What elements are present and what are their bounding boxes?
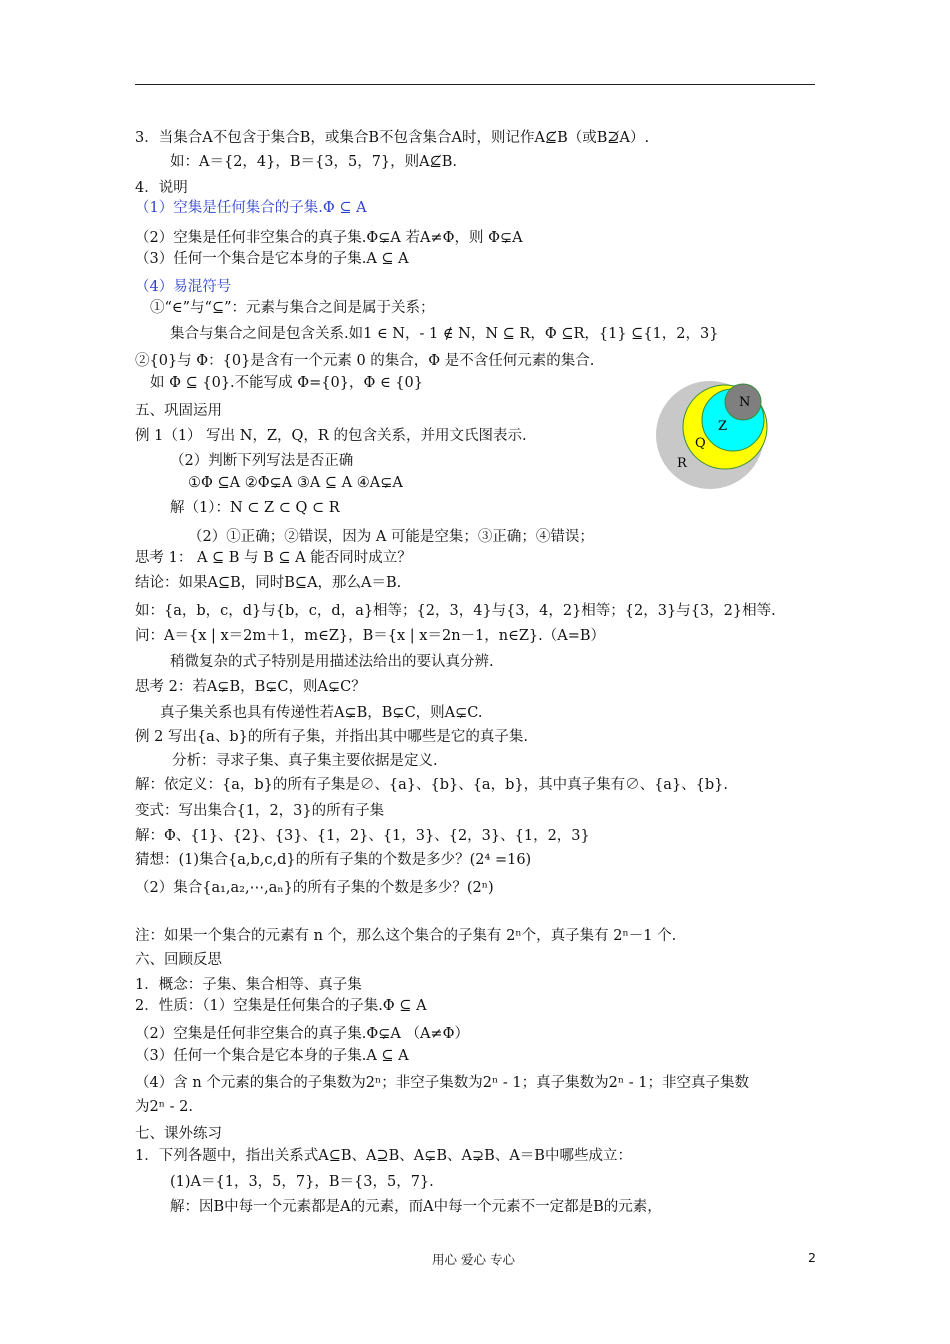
text-line-39: 为2ⁿ - 2. <box>135 1099 193 1115</box>
text-line-38: （4）含 n 个元素的集合的子集数为2ⁿ；非空子集数为2ⁿ - 1；真子集数为2ⁿ - 1；非空真子集数 <box>135 1075 749 1091</box>
text-line-8: ①“∈”与“⊆”：元素与集合之间是属于关系； <box>150 300 435 316</box>
venn-label-q: Q <box>695 436 706 451</box>
text-line-24: 真子集关系也具有传递性若A⊊B，B⊊C，则A⊊C. <box>160 705 483 721</box>
venn-diagram <box>655 380 810 490</box>
text-line-18: 思考 1： A ⊆ B 与 B ⊆ A 能否同时成立？ <box>135 550 412 566</box>
text-line-11: 如 Φ ⊆ {0}.不能写成 Φ={0}，Φ ∈ {0} <box>150 375 423 391</box>
venn-label-z: Z <box>718 419 728 434</box>
text-line-23: 思考 2：若A⊊B，B⊊C，则A⊊C？ <box>135 679 366 695</box>
text-line-36: （2）空集是任何非空集合的真子集.Φ⊊A （A≠Φ） <box>135 1026 469 1042</box>
text-line-29: 解：Φ、{1}、{2}、{3}、{1，2}、{1，3}、{2，3}、{1，2，3} <box>135 828 590 844</box>
text-line-43: 解：因B中每一个元素都是A的元素，而A中每一个元素不一定都是B的元素， <box>170 1199 662 1215</box>
text-line-16: 解（1）：N ⊂ Z ⊂ Q ⊂ R <box>170 500 340 516</box>
text-line-13: 例 1（1） 写出 N，Z，Q，R 的包含关系，并用文氏图表示. <box>135 428 527 444</box>
text-line-5: （2）空集是任何非空集合的真子集.Φ⊊A 若A≠Φ，则 Φ⊊A <box>135 230 523 246</box>
text-line-6: （3）任何一个集合是它本身的子集.A ⊆ A <box>135 251 409 267</box>
text-line-3: 4．说明 <box>135 180 188 196</box>
text-line-31: （2）集合{a₁,a₂,⋯,aₙ}的所有子集的个数是多少？(2ⁿ) <box>135 880 494 896</box>
text-line-37: （3）任何一个集合是它本身的子集.A ⊆ A <box>135 1048 409 1064</box>
text-line-12: 五、巩固运用 <box>135 403 222 419</box>
text-line-20: 如：{a，b，c，d}与{b，c，d，a}相等；{2，3，4}与{3，4，2}相等；{2，3}与{3，2}相等. <box>135 603 776 619</box>
text-line-4: （1）空集是任何集合的子集.Φ ⊆ A <box>135 200 367 216</box>
page-number: 2 <box>808 1250 816 1265</box>
venn-label-r: R <box>677 456 687 471</box>
text-line-9: 集合与集合之间是包含关系.如1 ∈ N，- 1 ∉ N，N ⊆ R，Φ ⊆R，{1} ⊆{1，2，3} <box>170 326 719 342</box>
text-line-2: 如：A＝{2，4}，B＝{3，5，7}，则A⊈B. <box>170 154 458 170</box>
text-line-27: 解：依定义：{a，b}的所有子集是∅、{a}、{b}、{a，b}，其中真子集有∅、{a}、{b}. <box>135 777 729 793</box>
text-line-28: 变式：写出集合{1，2，3}的所有子集 <box>135 803 385 819</box>
text-line-1: 3．当集合A不包含于集合B，或集合B不包含集合A时，则记作A⊈B（或B⊉A）. <box>135 130 650 146</box>
venn-label-n: N <box>739 395 751 410</box>
text-line-26: 分析：寻求子集、真子集主要依据是定义. <box>172 753 438 769</box>
text-line-22: 稍微复杂的式子特别是用描述法给出的要认真分辨. <box>170 654 494 670</box>
text-line-35: 2．性质：（1）空集是任何集合的子集.Φ ⊆ A <box>135 998 427 1014</box>
footer-motto: 用心 爱心 专心 <box>432 1252 515 1267</box>
text-line-41: 1．下列各题中，指出关系式A⊆B、A⊇B、A⊊B、A⊋B、A＝B中哪些成立： <box>135 1148 632 1164</box>
text-line-42: (1)A＝{1，3，5，7}，B＝{3，5，7}. <box>170 1174 434 1190</box>
text-line-34: 1．概念：子集、集合相等、真子集 <box>135 977 362 993</box>
text-line-10: ②{0}与 Φ：{0}是含有一个元素 0 的集合，Φ 是不含任何元素的集合. <box>135 353 595 369</box>
text-line-32: 注：如果一个集合的元素有 n 个，那么这个集合的子集有 2ⁿ个，真子集有 2ⁿ－1 个. <box>135 928 677 944</box>
text-line-7: （4）易混符号 <box>135 279 232 295</box>
text-line-17: （2）①正确；②错误，因为 A 可能是空集；③正确；④错误； <box>188 529 594 545</box>
text-line-40: 七、课外练习 <box>135 1126 222 1142</box>
header-rule <box>135 84 815 85</box>
text-line-25: 例 2 写出{a、b}的所有子集，并指出其中哪些是它的真子集. <box>135 729 528 745</box>
text-line-14: （2）判断下列写法是否正确 <box>170 453 354 469</box>
text-line-21: 问：A＝{x | x＝2m＋1，m∈Z}，B＝{x | x＝2n－1，n∈Z}.（A=B） <box>135 628 606 644</box>
text-line-30: 猜想：(1)集合{a,b,c,d}的所有子集的个数是多少？(2⁴ =16) <box>135 852 532 868</box>
text-line-15: ①Φ ⊆A ②Φ⊊A ③A ⊆ A ④A⊊A <box>188 475 403 491</box>
text-line-19: 结论：如果A⊆B，同时B⊆A，那么A＝B. <box>135 575 402 591</box>
text-line-33: 六、回顾反思 <box>135 952 222 968</box>
